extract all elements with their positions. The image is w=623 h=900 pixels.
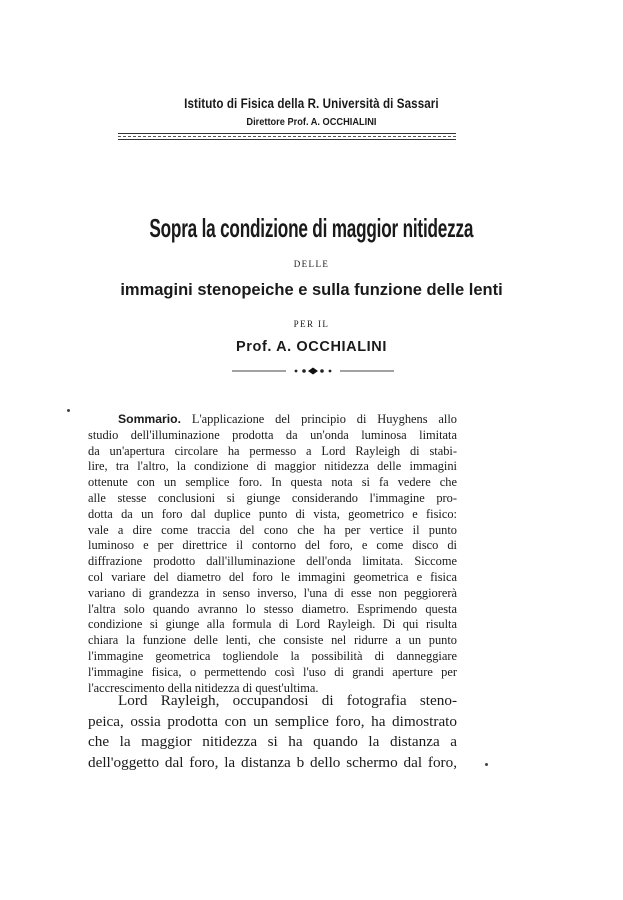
summary-line: ottenute con un semplice foro. In questa nota si fa vedere che: [88, 475, 457, 490]
summary-line: Sommario. L'applicazione del principio di Huyghens allo: [118, 412, 457, 426]
summary-line: da un'apertura circolare ha permesso a Lord Rayleigh di stabi-: [88, 443, 457, 458]
article-title: Sopra la condizione di maggior nitidezza: [149, 213, 474, 243]
scan-speck: [485, 763, 488, 766]
body-line: dell'oggetto dal foro, la distanza b dello schermo dal foro,: [88, 753, 457, 771]
institute-header: Istituto di Fisica della R. Università di Sassari: [184, 96, 439, 111]
header-rule-bottom: [118, 139, 456, 140]
summary-line: chiara la funzione delle lenti, che consiste nel ridurre a un punto: [88, 633, 457, 648]
summary-line: studio dell'illuminazione prodotta da un'onda luminosa limitata: [88, 427, 457, 442]
ornament-divider: [228, 364, 398, 378]
summary-line: l'immagine fisica, o permettendo così l'uso di grandi aperture per: [88, 664, 457, 679]
title-connector: DELLE: [293, 259, 330, 269]
summary-line: condizione si giunge alla formula di Lord Rayleigh. Di qui risulta: [88, 617, 457, 632]
header-rule-top: [118, 133, 456, 134]
summary-line: alle stesse conclusioni si giunge considerando l'immagine pro-: [88, 490, 457, 505]
byline-connector: PER IL: [293, 319, 330, 329]
summary-line: variano di grandezza in senso inverso, l'una di esse non peggiorerà: [88, 585, 457, 600]
summary-heading: Sommario.: [118, 412, 181, 426]
body-line: che la maggior nitidezza si ha quando la distanza a: [88, 733, 457, 751]
summary-line: l'accrescimento della nitidezza di quest'ultima.: [88, 680, 319, 695]
summary-line: col variare del diametro del foro le immagini geometrica e fisica: [88, 569, 457, 584]
scan-speck: [67, 409, 70, 412]
body-line: peica, ossia prodotta con un semplice foro, ha dimostrato: [88, 712, 457, 730]
director-line: Direttore Prof. A. OCCHIALINI: [246, 116, 377, 128]
summary-line: lire, tra l'altro, la condizione di maggior nitidezza delle immagini: [88, 459, 457, 474]
summary-line: vale a dire come traccia del cono che ha per vertice il punto: [88, 522, 457, 537]
summary-line: dotta da un foro dal duplice punto di vista, geometrico e fisico:: [88, 506, 457, 521]
summary-line: l'altra solo quando avranno lo stesso diametro. Esprimendo questa: [88, 601, 457, 616]
body-paragraph: [88, 691, 457, 773]
summary-paragraph: [88, 412, 457, 696]
body-line: Lord Rayleigh, occupandosi di fotografia steno-: [118, 692, 457, 709]
article-subtitle: immagini stenopeiche e sulla funzione delle lenti: [120, 281, 503, 299]
author-name: Prof. A. OCCHIALINI: [235, 339, 388, 355]
summary-line: luminoso e per direttrice il contorno del foro, e come disco di: [88, 538, 457, 553]
summary-line: l'immagine geometrica togliendole la possibilità di danneggiare: [88, 648, 457, 663]
summary-line: diffrazione prodotto dall'illuminazione dell'onda limitata. Siccome: [88, 554, 457, 569]
header-rule-middle: [118, 136, 456, 137]
